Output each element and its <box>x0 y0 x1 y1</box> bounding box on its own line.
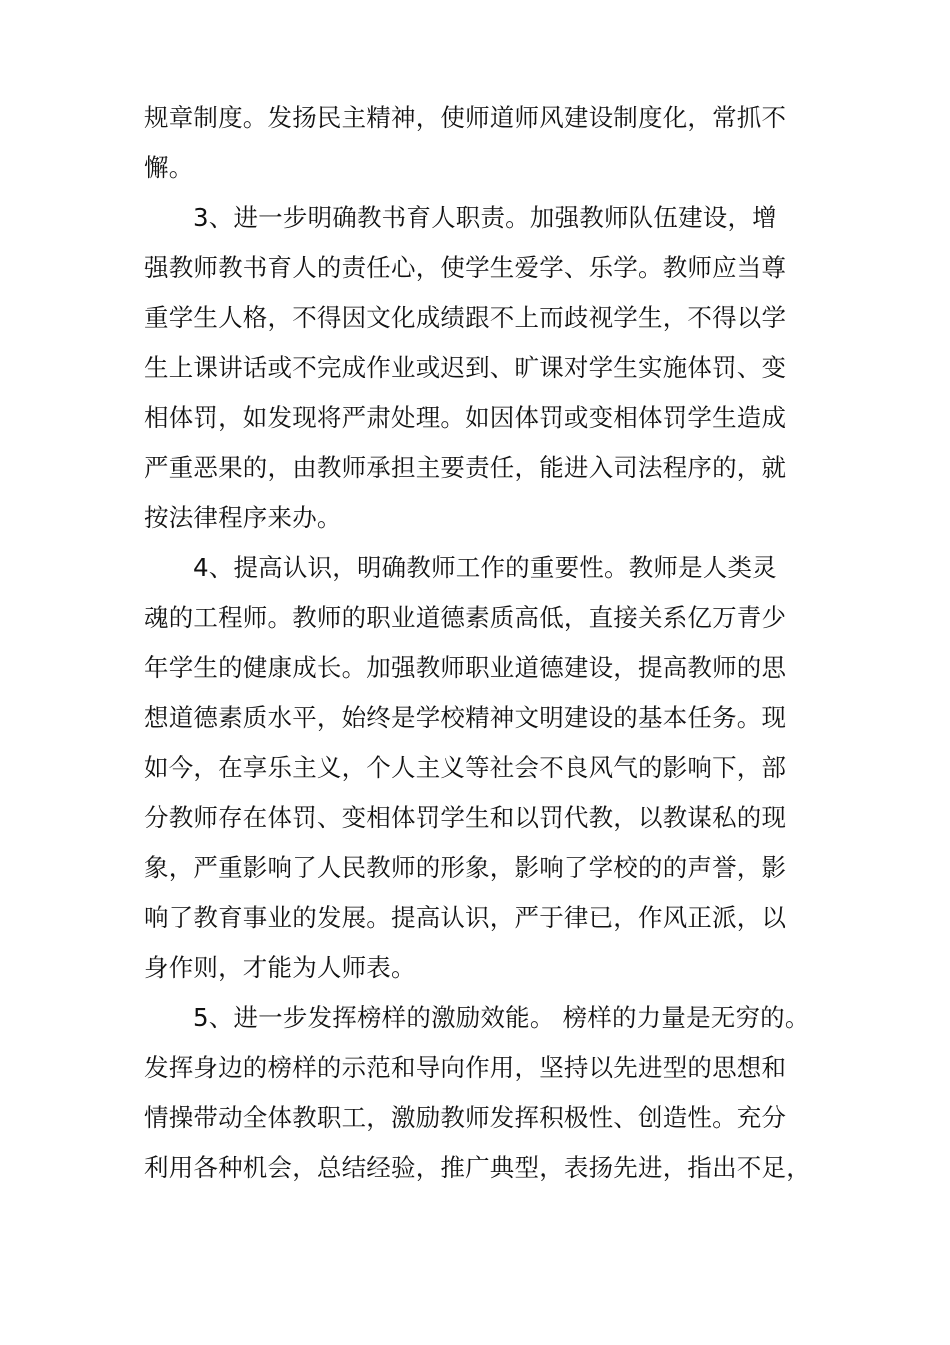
text-line: 相体罚，如发现将严肃处理。如因体罚或变相体罚学生造成 <box>144 403 787 432</box>
text-line: 身作则，才能为人师表。 <box>144 953 416 982</box>
text-line: 想道德素质水平，始终是学校精神文明建设的基本任务。现 <box>144 703 787 732</box>
text-line: 生上课讲话或不完成作业或迟到、旷课对学生实施体罚、变 <box>144 353 787 382</box>
paragraph-3-start: 3、进一步明确教书育人职责。加强教师队伍建设，增 <box>193 203 777 232</box>
text-line: 如今，在享乐主义，个人主义等社会不良风气的影响下，部 <box>144 753 787 782</box>
text-line: 象，严重影响了人民教师的形象，影响了学校的的声誉，影 <box>144 853 787 882</box>
text-line: 规章制度。发扬民主精神，使师道师风建设制度化，常抓不 <box>144 103 787 132</box>
text-line: 重学生人格，不得因文化成绩跟不上而歧视学生，不得以学 <box>144 303 787 332</box>
text-line: 发挥身边的榜样的示范和导向作用，坚持以先进型的思想和 <box>144 1053 787 1082</box>
text-line: 分教师存在体罚、变相体罚学生和以罚代教，以教谋私的现 <box>144 803 787 832</box>
text-line: 按法律程序来办。 <box>144 503 342 532</box>
text-line: 强教师教书育人的责任心，使学生爱学、乐学。教师应当尊 <box>144 253 787 282</box>
text-line: 利用各种机会，总结经验，推广典型，表扬先进，指出不足， <box>144 1153 811 1182</box>
text-line: 年学生的健康成长。加强教师职业道德建设，提高教师的思 <box>144 653 787 682</box>
text-line: 响了教育事业的发展。提高认识，严于律已，作风正派，以 <box>144 903 787 932</box>
paragraph-4-start: 4、提高认识，明确教师工作的重要性。教师是人类灵 <box>193 553 777 582</box>
text-line: 情操带动全体教职工，激励教师发挥积极性、创造性。充分 <box>144 1103 787 1132</box>
text-line: 魂的工程师。教师的职业道德素质高低，直接关系亿万青少 <box>144 603 787 632</box>
paragraph-5-start: 5、进一步发挥榜样的激励效能。 榜样的力量是无穷的。 <box>193 1003 810 1032</box>
text-line: 严重恶果的，由教师承担主要责任，能进入司法程序的，就 <box>144 453 787 482</box>
text-line: 懈。 <box>144 153 194 182</box>
